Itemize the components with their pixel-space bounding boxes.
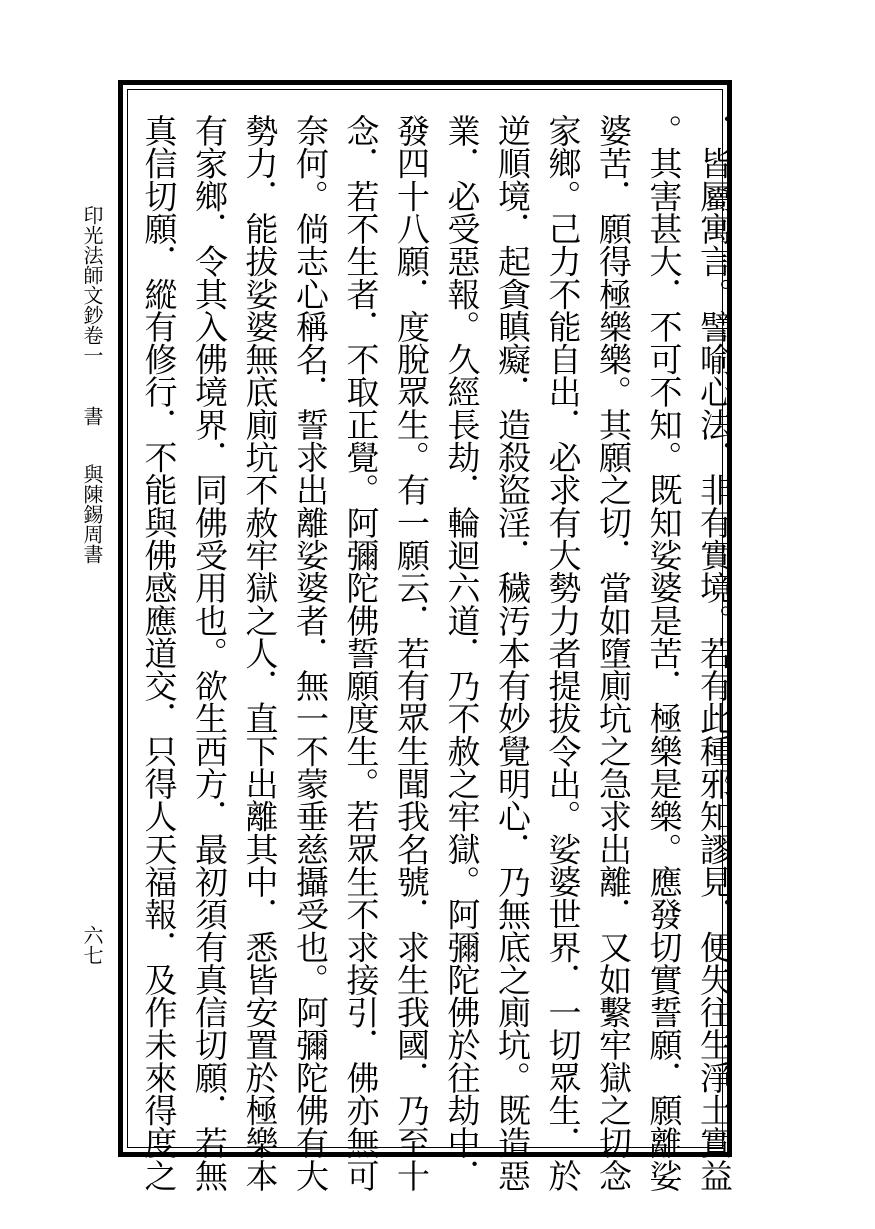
book-title: 印光法師文鈔卷一 — [80, 205, 104, 365]
text-column-10: 勢力．能拔娑婆無底廁坑不赦牢獄之人．直下出離其中．悉皆安置於極樂本 — [240, 114, 280, 1192]
text-column-7: 發四十八願．度脫眾生。有一願云．若有眾生聞我名號．求生我國．乃至十 — [392, 114, 431, 1192]
text-column-4: 家鄉。己力不能自出．必求有大勢力者提拔令出。娑婆世界．一切眾生．於 — [543, 114, 583, 1192]
text-column-5: 逆順境．起貪瞋癡．造殺盜淫．穢汚本有妙覺明心．乃無底之廁坑。既造惡 — [493, 114, 532, 1192]
text-column-9: 奈何。倘志心稱名．誓求出離娑婆者．無一不蒙垂慈攝受也。阿彌陀佛有大 — [291, 114, 330, 1192]
text-column-8: 念．若不生者．不取正覺。阿彌陀佛誓願度生。若眾生不求接引．佛亦無可 — [341, 114, 381, 1192]
text-column-3: 婆苦．願得極樂樂。其願之切．當如墮廁坑之急求出離．又如繫牢獄之切念 — [594, 114, 633, 1192]
page-number: 六七 — [80, 925, 104, 965]
text-column-1: ．皆屬寓言。譬喻心法．非有實境。若有此種邪知謬見．便失往生淨土實益 — [695, 114, 734, 1192]
text-column-2: 。其害甚大．不可不知。既知娑婆是苦．極樂是樂。應發切實誓願．願離娑 — [644, 114, 684, 1192]
text-column-12: 真信切願．縱有修行．不能與佛感應道交．只得人天福報．及作未來得度之 — [139, 114, 179, 1192]
section-label: 書 — [80, 406, 104, 426]
text-column-11: 有家鄉．令其入佛境界．同佛受用也。欲生西方．最初須有真信切願．若無 — [190, 114, 229, 1192]
letter-title: 與陳錫周書 — [80, 464, 104, 564]
text-column-6: 業．必受惡報。久經長劫．輪迴六道．乃不赦之牢獄。阿彌陀佛於往劫中． — [442, 114, 482, 1192]
